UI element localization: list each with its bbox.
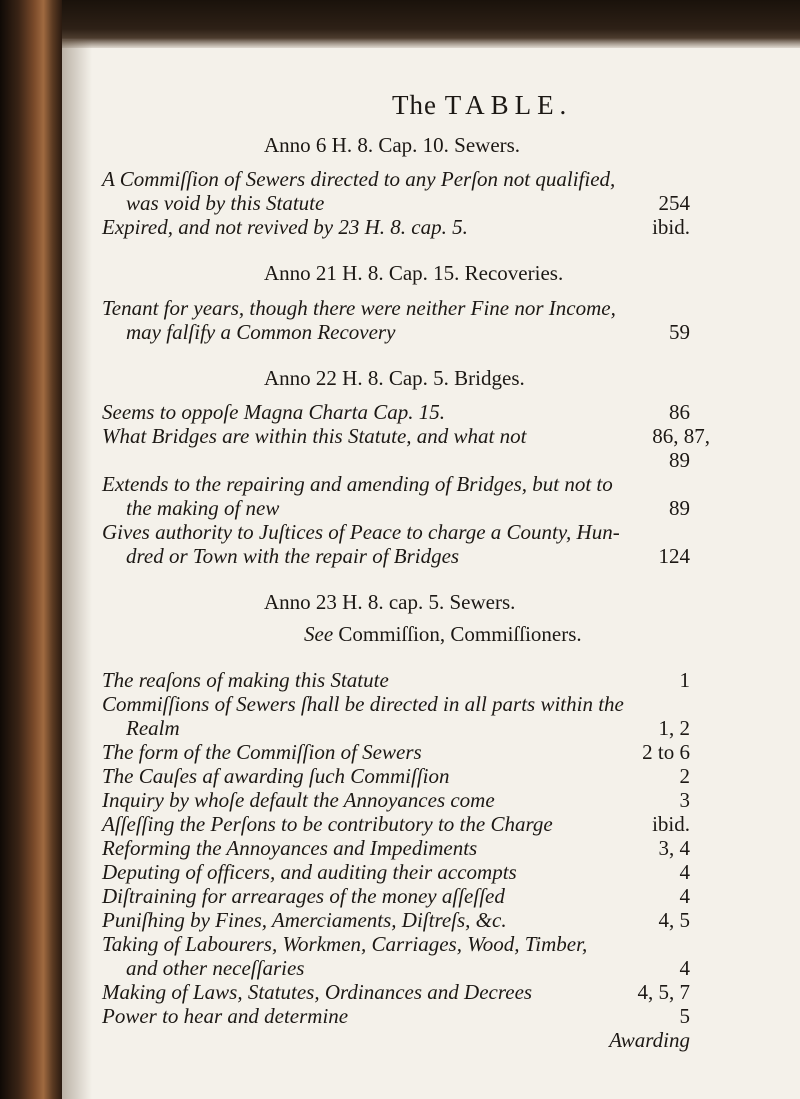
gutter-shadow (62, 40, 92, 1099)
entry-line: the making of new (126, 496, 280, 520)
entry-line: Diſtraining for arrearages of the money aſſeſſed (102, 884, 505, 908)
entry-line: Power to hear and determine (102, 1004, 349, 1028)
page-ref: 89 (669, 496, 690, 520)
entry-line: A Commiſſion of Sewers directed to any Perſon not qualified, (102, 167, 616, 191)
entry-line: Reforming the Annoyances and Impediments (102, 836, 478, 860)
page-ref: 1 (679, 668, 690, 692)
page-ref: ibid. (652, 215, 690, 239)
section-heading: Anno 23 H. 8. cap. 5. Sewers. (264, 590, 516, 614)
see-word: See (304, 622, 334, 646)
cross-reference (304, 622, 582, 647)
page-ref: 89 (669, 448, 690, 472)
entry-line: Expired, and not revived by 23 H. 8. cap. 5. (102, 215, 468, 239)
page-ref: 4 (679, 860, 690, 884)
page-ref: 4, 5, 7 (637, 980, 690, 1004)
entry-line: Making of Laws, Statutes, Ordinances and Decrees (102, 980, 533, 1004)
see-target: Commiſſion, Commiſſioners. (338, 622, 582, 646)
entry-line: and other neceſſaries (126, 956, 305, 980)
page-ref: 5 (679, 1004, 690, 1028)
page-ref: 59 (669, 320, 690, 344)
entry-line: Commiſſions of Sewers ſhall be directed in all parts within the (102, 692, 624, 716)
entry-line: Puniſhing by Fines, Amerciaments, Diſtreſs, &c. (102, 908, 507, 932)
page-ref: 3 (679, 788, 690, 812)
entry-line: What Bridges are within this Statute, and what not (102, 424, 527, 448)
page-ref: 3, 4 (658, 836, 690, 860)
entry-line: may falſify a Common Recovery (126, 320, 396, 344)
page-ref: 124 (658, 544, 690, 568)
page-ref: 254 (658, 191, 690, 215)
book-binding (0, 0, 62, 1099)
page-ref: 86, 87, (652, 424, 710, 448)
section-heading: Anno 21 H. 8. Cap. 15. Recoveries. (264, 261, 564, 285)
page-ref: 1, 2 (658, 716, 690, 740)
page-ref: 2 (679, 764, 690, 788)
entry-line: Gives authority to Juſtices of Peace to charge a County, Hun- (102, 520, 620, 544)
running-head-title: TABLE. (444, 90, 573, 120)
entry-line: Extends to the repairing and amending of Bridges, but not to (102, 472, 613, 496)
entry-line: Deputing of officers, and auditing their accompts (102, 860, 517, 884)
entry-line: The Cauſes af awarding ſuch Commiſſion (102, 764, 450, 788)
page-ref: 86 (669, 400, 690, 424)
entry-line: Realm (126, 716, 180, 740)
section-heading: Anno 22 H. 8. Cap. 5. Bridges. (264, 366, 525, 390)
entry-line: Aſſeſſing the Perſons to be contributory to the Charge (102, 812, 553, 836)
page-ref: 4 (679, 956, 690, 980)
catchword: Awarding (609, 1028, 690, 1052)
entry-line: Tenant for years, though there were neither Fine nor Income, (102, 296, 616, 320)
entry-line: The reaſons of making this Statute (102, 668, 389, 692)
page-ref: ibid. (652, 812, 690, 836)
running-head-prefix: The (392, 90, 437, 120)
entry-line: The form of the Commiſſion of Sewers (102, 740, 422, 764)
entry-line: was void by this Statute (126, 191, 325, 215)
entry-line: Inquiry by whoſe default the Annoyances come (102, 788, 495, 812)
entry-line: dred or Town with the repair of Bridges (126, 544, 460, 568)
page-top-shadow (0, 0, 800, 48)
page-ref: 4 (679, 884, 690, 908)
page-ref: 4, 5 (658, 908, 690, 932)
entry-line: Taking of Labourers, Workmen, Carriages, Wood, Timber, (102, 932, 588, 956)
running-head (392, 90, 572, 121)
page-ref: 2 to 6 (642, 740, 690, 764)
entry-line: Seems to oppoſe Magna Charta Cap. 15. (102, 400, 445, 424)
book-page (92, 60, 782, 1080)
section-heading: Anno 6 H. 8. Cap. 10. Sewers. (264, 133, 521, 157)
